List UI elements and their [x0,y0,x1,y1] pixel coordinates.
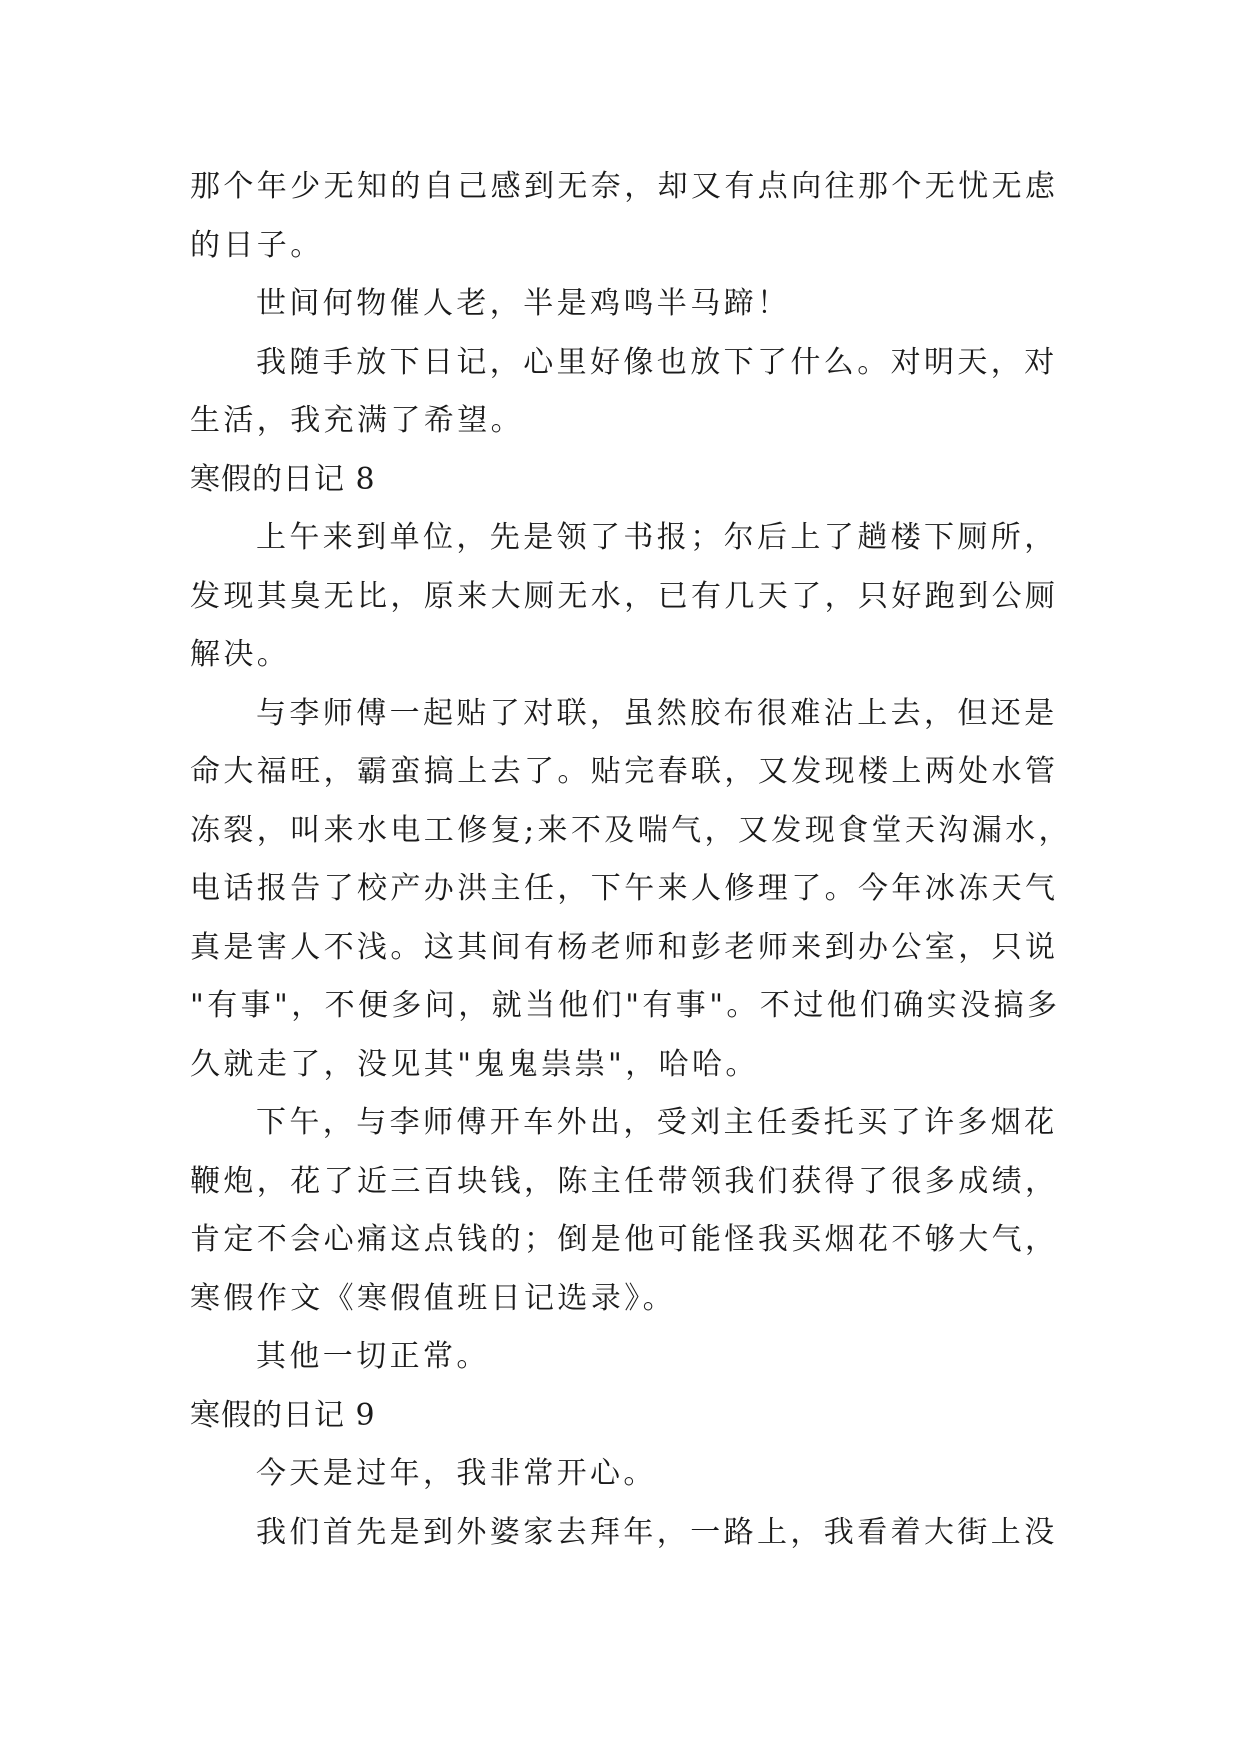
text-line: 电话报告了校产办洪主任，下午来人修理了。今年冰冻天气 [190,871,1059,906]
text-line: 肯定不会心痛这点钱的；倒是他可能怪我买烟花不够大气， [190,1222,1059,1257]
text-line: 生活，我充满了希望。 [190,403,524,438]
text-line: 寒假作文《寒假值班日记选录》。 [190,1280,676,1316]
text-line: 其他一切正常。 [256,1339,490,1374]
text-line: 的日子。 [190,227,324,263]
text-line: 今天是过年，我非常开心。 [256,1456,657,1491]
text-line: 鞭炮，花了近三百块钱，陈主任带领我们获得了很多成绩， [190,1163,1059,1199]
text-line: "有事"，不便多问，就当他们"有事"。不过他们确实没搞多 [190,988,1061,1023]
text-line: 久就走了，没见其"鬼鬼祟祟"，哈哈。 [190,1046,759,1082]
text-line: 我们首先是到外婆家去拜年，一路上，我看着大街上没 [256,1514,1058,1550]
document-body [190,158,1070,1562]
text-line: 那个年少无知的自己感到无奈，却又有点向往那个无忧无虑 [190,169,1059,204]
text-line: 真是害人不浅。这其间有杨老师和彭老师来到办公室，只说 [190,929,1059,965]
text-line: 解决。 [190,637,291,672]
text-line: 下午，与李师傅开车外出，受刘主任委托买了许多烟花 [256,1105,1058,1140]
section-heading: 寒假的日记 9 [190,1397,376,1433]
text-line: 上午来到单位，先是领了书报；尔后上了趟楼下厕所， [256,520,1058,555]
text-line: 我随手放下日记，心里好像也放下了什么。对明天，对 [256,344,1058,380]
text-line: 与李师傅一起贴了对联，虽然胶布很难沾上去，但还是 [256,695,1058,731]
section-heading: 寒假的日记 8 [190,461,376,497]
text-line: 冻裂，叫来水电工修复;来不及喘气，又发现食堂天沟漏水， [190,812,1072,848]
text-line: 命大福旺，霸蛮搞上去了。贴完春联，又发现楼上两处水管 [190,754,1059,789]
text-line: 发现其臭无比，原来大厕无水，已有几天了，只好跑到公厕 [190,578,1059,614]
text-line: 世间何物催人老，半是鸡鸣半马蹄！ [256,286,791,321]
